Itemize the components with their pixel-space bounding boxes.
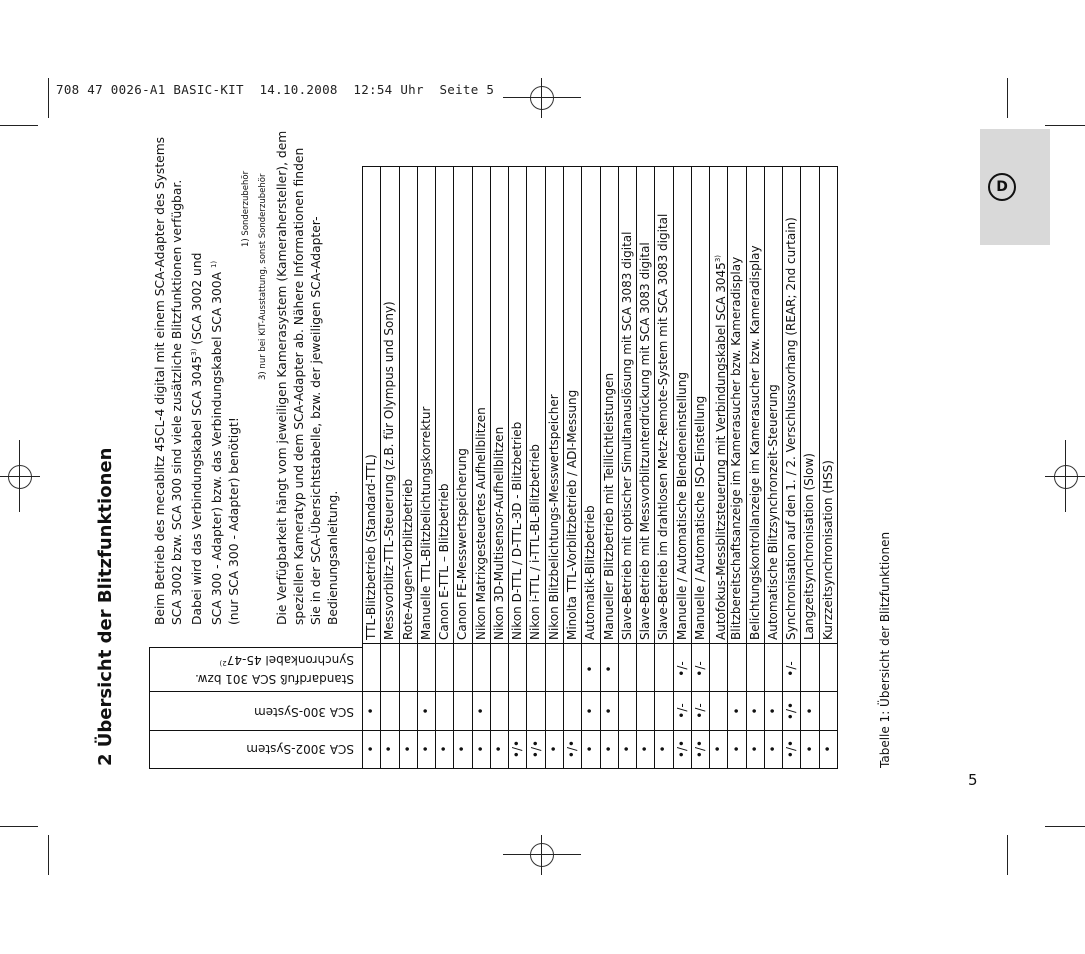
table-mark: •/• [784,739,799,759]
language-badge: D [988,173,1016,201]
table-mark: • [583,745,598,753]
row-label: Manuelle TTL-Blitzbelichtungskorrektur [418,406,433,640]
table-rule [149,768,838,769]
row-label: Canon E-TTL – Blitzbetrieb [437,483,452,640]
table-rule [581,166,582,768]
crop-mark [1045,125,1085,126]
table-mark: • [437,745,452,753]
table-mark: • [601,665,616,673]
table-mark: • [802,745,817,753]
column-header: SCA 300-System [253,705,354,719]
crop-mark [1007,78,1008,118]
row-label: Automatik-Blitzbetrieb [583,505,598,640]
row-label: Minolta TTL-Vorblitzbetrieb / ADI-Messung [564,389,579,640]
table-mark: • [473,745,488,753]
table-mark: • [747,706,762,715]
intro-line: Dabei wird das Verbindungskabel SCA 3045$^{3)}$ (SCA 3002 und [190,252,205,625]
table-rule [837,166,838,769]
table-mark: •/- [692,702,707,719]
row-label: Slave-Betrieb im drahtlosen Metz-Remote-System mit SCA 3083 digital [656,213,671,640]
table-mark: • [382,745,397,753]
row-label: Messvorblitz-TTL-Steuerung (z.B. für Olympus und Sony) [382,301,397,640]
table-mark: • [492,745,507,753]
row-label: Belichtungskontrollanzeige im Kamerasucher bzw. Kameradisplay [747,245,762,640]
row-label: Synchronisation auf den 1. / 2. Verschlussvorhang (REAR; 2nd curtain) [784,217,799,640]
table-mark: • [418,745,433,753]
row-label: Automatische Blitzsynchronzeit-Steuerung [765,384,780,640]
row-label: Nikon i-TTL / i-TTL-BL-Blitzbetrieb [528,444,543,640]
table-mark: • [656,745,671,753]
table-caption: Tabelle 1: Übersicht der Blitzfunktionen [878,531,892,768]
row-label: Rote-Augen-Vorblitzbetrieb [400,478,415,640]
row-label: TTL-Blitzbetrieb (Standard-TTL) [364,454,378,640]
print-header: 708 47 0026-A1 BASIC-KIT 14.10.2008 12:54 Uhr Seite 5 [56,82,495,97]
table-mark: • [766,706,781,715]
crop-mark [48,78,49,118]
table-mark: • [601,706,616,715]
row-label: Slave-Betrieb mit Messvorblitzunterdrückung mit SCA 3083 digital [638,242,653,640]
table-mark: •/• [510,739,525,759]
table-mark: • [473,706,488,715]
table-mark: •/• [674,739,689,759]
row-label: Nikon D-TTL / D-TTL-3D - Blitzbetrieb [510,421,525,640]
table-mark: •/- [674,661,689,677]
table-mark: • [364,706,379,715]
section-title: 2 Übersicht der Blitzfunktionen [95,447,116,766]
availability-line: Bedienungsanleitung. [326,490,340,625]
crop-mark [48,835,49,875]
column-header: Standardfuß SCA 301 bzw. [195,672,354,686]
intro-line: Beim Betrieb des mecablitz 45CL-4 digital mit einem SCA-Adapter des Systems [153,136,167,625]
row-label: Blitzbereitschaftsanzeige im Kamerasucher bzw. Kameradisplay [729,256,744,640]
table-rule [435,166,436,768]
table-mark: • [711,745,726,753]
table-rule [399,166,400,768]
table-rule [149,647,150,768]
table-mark: • [418,706,433,715]
table-mark: •/- [784,661,799,677]
crop-mark [1007,835,1008,875]
table-mark: • [766,745,781,753]
table-rule [149,691,837,692]
row-label: Slave-Betrieb mit optischer Simultanauslösung mit SCA 3083 digital [619,231,634,640]
row-label: Manuelle / Automatische ISO-Einstellung [692,395,707,640]
table-mark: • [400,745,415,753]
table-mark: • [546,745,561,753]
table-mark: •/• [528,739,543,759]
crop-mark [0,826,38,827]
table-mark: • [601,745,616,753]
row-label: Nikon 3D-Multisensor-Aufhellblitzen [491,426,506,640]
table-mark: • [364,745,379,753]
row-label: Canon FE-Messwertspeicherung [455,448,470,640]
row-label: Autofokus-Messblitzsteuerung mit Verbindungskabel SCA 3045$^{3)}$ [714,254,729,640]
availability-line: speziellen Kameratyp und dem SCA-Adapter ab. Nähere Informationen finden [292,147,306,625]
table-mark: • [747,745,762,753]
table-rule [149,647,362,648]
table-mark: • [583,665,598,673]
row-label: Manuelle / Automatische Blendeneinstellung [674,372,689,640]
availability-line: Die Verfügbarkeit hängt vom jeweiligen Kamerasystem (Kamerahersteller), dem [275,130,289,625]
table-mark: • [820,745,835,753]
footnote-3: 3) nur bei KIT-Ausstattung, sonst Sonderzubehör [258,173,268,380]
row-label: Manueller Blitzbetrieb mit Teillichtleistungen [601,372,616,640]
table-mark: •/- [674,702,689,719]
column-header: Synchronkabel 45-47$^{2)}$ [219,653,354,667]
table-mark: •/• [692,739,707,759]
table-mark: • [455,745,470,753]
availability-line: Sie in der SCA-Übersichtstabelle, bzw. der jeweiligen SCA-Adapter- [309,216,323,625]
table-mark: • [729,706,744,715]
language-tab [980,129,1050,245]
table-mark: • [802,706,817,715]
table-mark: • [638,745,653,753]
table-mark: • [619,745,634,753]
column-header: SCA 3002-System [246,742,354,756]
row-label: Nikon Matrixgesteuertes Aufhellblitzen [473,407,488,640]
table-mark: •/- [692,661,707,677]
row-label: Kurzzeitsynchronisation (HSS) [820,460,835,640]
crop-mark [0,125,38,126]
table-rule [149,730,837,731]
table-mark: • [583,706,598,715]
intro-line: SCA 300 - Adapter) bzw. das Verbindungskabel SCA 300A $^{1)}$ [210,260,225,625]
intro-line: (nur SCA 300 - Adapter) benötigt! [227,417,242,625]
table-mark: •/• [784,701,799,720]
row-label: Langzeitsynchronisation (Slow) [802,453,817,640]
row-label: Nikon Blitzbelichtungs-Messwertspeicher [546,394,561,640]
page-number: 5 [968,771,978,789]
intro-paragraph [152,137,243,625]
table-mark: •/• [565,739,580,759]
availability-paragraph [274,131,342,625]
crop-mark [1045,826,1085,827]
footnote-1: 1) Sonderzubehör [241,170,251,247]
intro-line: SCA 3002 bzw. SCA 300 sind viele zusätzliche Blitzfunktionen verfügbar. [170,179,184,625]
table-mark: • [729,745,744,753]
